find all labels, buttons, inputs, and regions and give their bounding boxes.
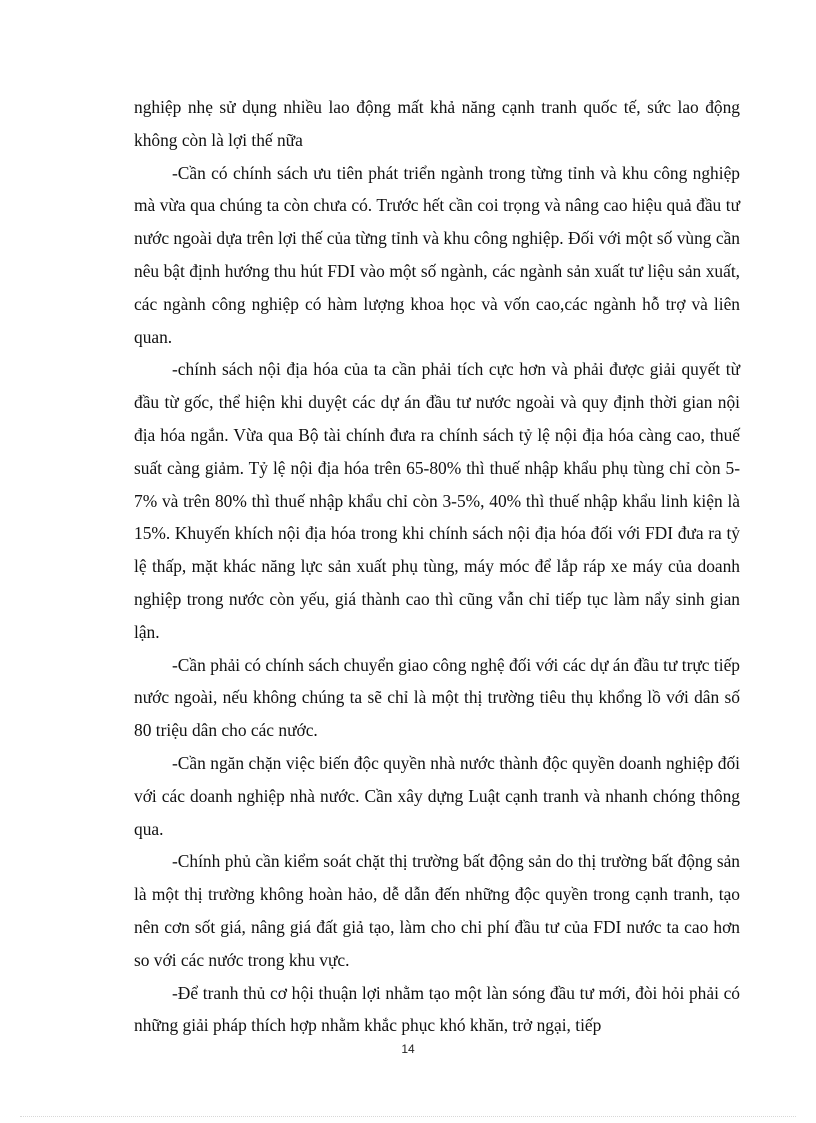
page-number: 14 (401, 1042, 415, 1056)
footer-divider (20, 1116, 796, 1117)
paragraph-industry-priority-policy: -Cần có chính sách ưu tiên phát triển ngành trong từng tỉnh và khu công nghiệp mà vừa qua chúng ta còn chưa có. Trước hết cần coi trọng và nâng cao hiệu quả đầu tư nước ngoài dựa trên lợi thế của từng tỉnh và khu công nghiệp. Đối với một số vùng cần nêu bật định hướng thu hút FDI vào một số ngành, các ngành sản xuất tư liệu sản xuất, các ngành công nghiệp có hàm lượng khoa học và vốn cao,các ngành hỗ trợ và liên quan. (134, 162, 740, 347)
paragraph-new-investment-wave: -Để tranh thủ cơ hội thuận lợi nhằm tạo một làn sóng đầu tư mới, đòi hỏi phải có những giải pháp thích hợp nhằm khắc phục khó khăn, trở ngại, tiếp (134, 982, 740, 1036)
paragraph-localization-policy: -chính sách nội địa hóa của ta cần phải tích cực hơn và phải được giải quyết từ đầu từ gốc, thể hiện khi duyệt các dự án đầu tư nước ngoài và quy định thời gian nội địa hóa ngắn. Vừa qua Bộ tài chính đưa ra chính sách tỷ lệ nội địa hóa càng cao, thuế suất càng giảm. Tỷ lệ nội địa hóa trên 65-80% thì thuế nhập khẩu phụ tùng chỉ còn 5-7% và trên 80% thì thuế nhập khẩu chỉ còn 3-5%, 40% thì thuế nhập khẩu linh kiện là 15%. Khuyến khích nội địa hóa trong khi chính sách nội địa hóa đối với FDI đưa ra tỷ lệ thấp, mặt khác năng lực sản xuất phụ tùng, máy móc để lắp ráp xe máy của doanh nghiệp trong nước còn yếu, giá thành cao thì cũng vẫn chỉ tiếp tục làm nẩy sinh gian lận. (134, 359, 740, 642)
paragraph-prevent-monopoly: -Cần ngăn chặn việc biến độc quyền nhà nước thành độc quyền doanh nghiệp đối với các doanh nghiệp nhà nước. Cần xây dựng Luật cạnh tranh và nhanh chóng thông qua. (134, 752, 740, 839)
paragraph-real-estate-control: -Chính phủ cần kiểm soát chặt thị trường bất động sản do thị trường bất động sản là một thị trường không hoàn hảo, dễ dẫn đến những độc quyền trong cạnh tranh, tạo nên cơn sốt giá, nâng giá đất giả tạo, làm cho chi phí đầu tư của FDI nước ta cao hơn so với các nước trong khu vực. (134, 851, 740, 970)
paragraph-continuation: nghiệp nhẹ sử dụng nhiều lao động mất khả năng cạnh tranh quốc tế, sức lao động không còn là lợi thế nữa (134, 97, 740, 150)
body-text (134, 91, 740, 1042)
paragraph-technology-transfer: -Cần phải có chính sách chuyển giao công nghệ đối với các dự án đầu tư trực tiếp nước ngoài, nếu không chúng ta sẽ chỉ là một thị trường tiêu thụ khổng lồ với dân số 80 triệu dân cho các nước. (134, 654, 740, 741)
